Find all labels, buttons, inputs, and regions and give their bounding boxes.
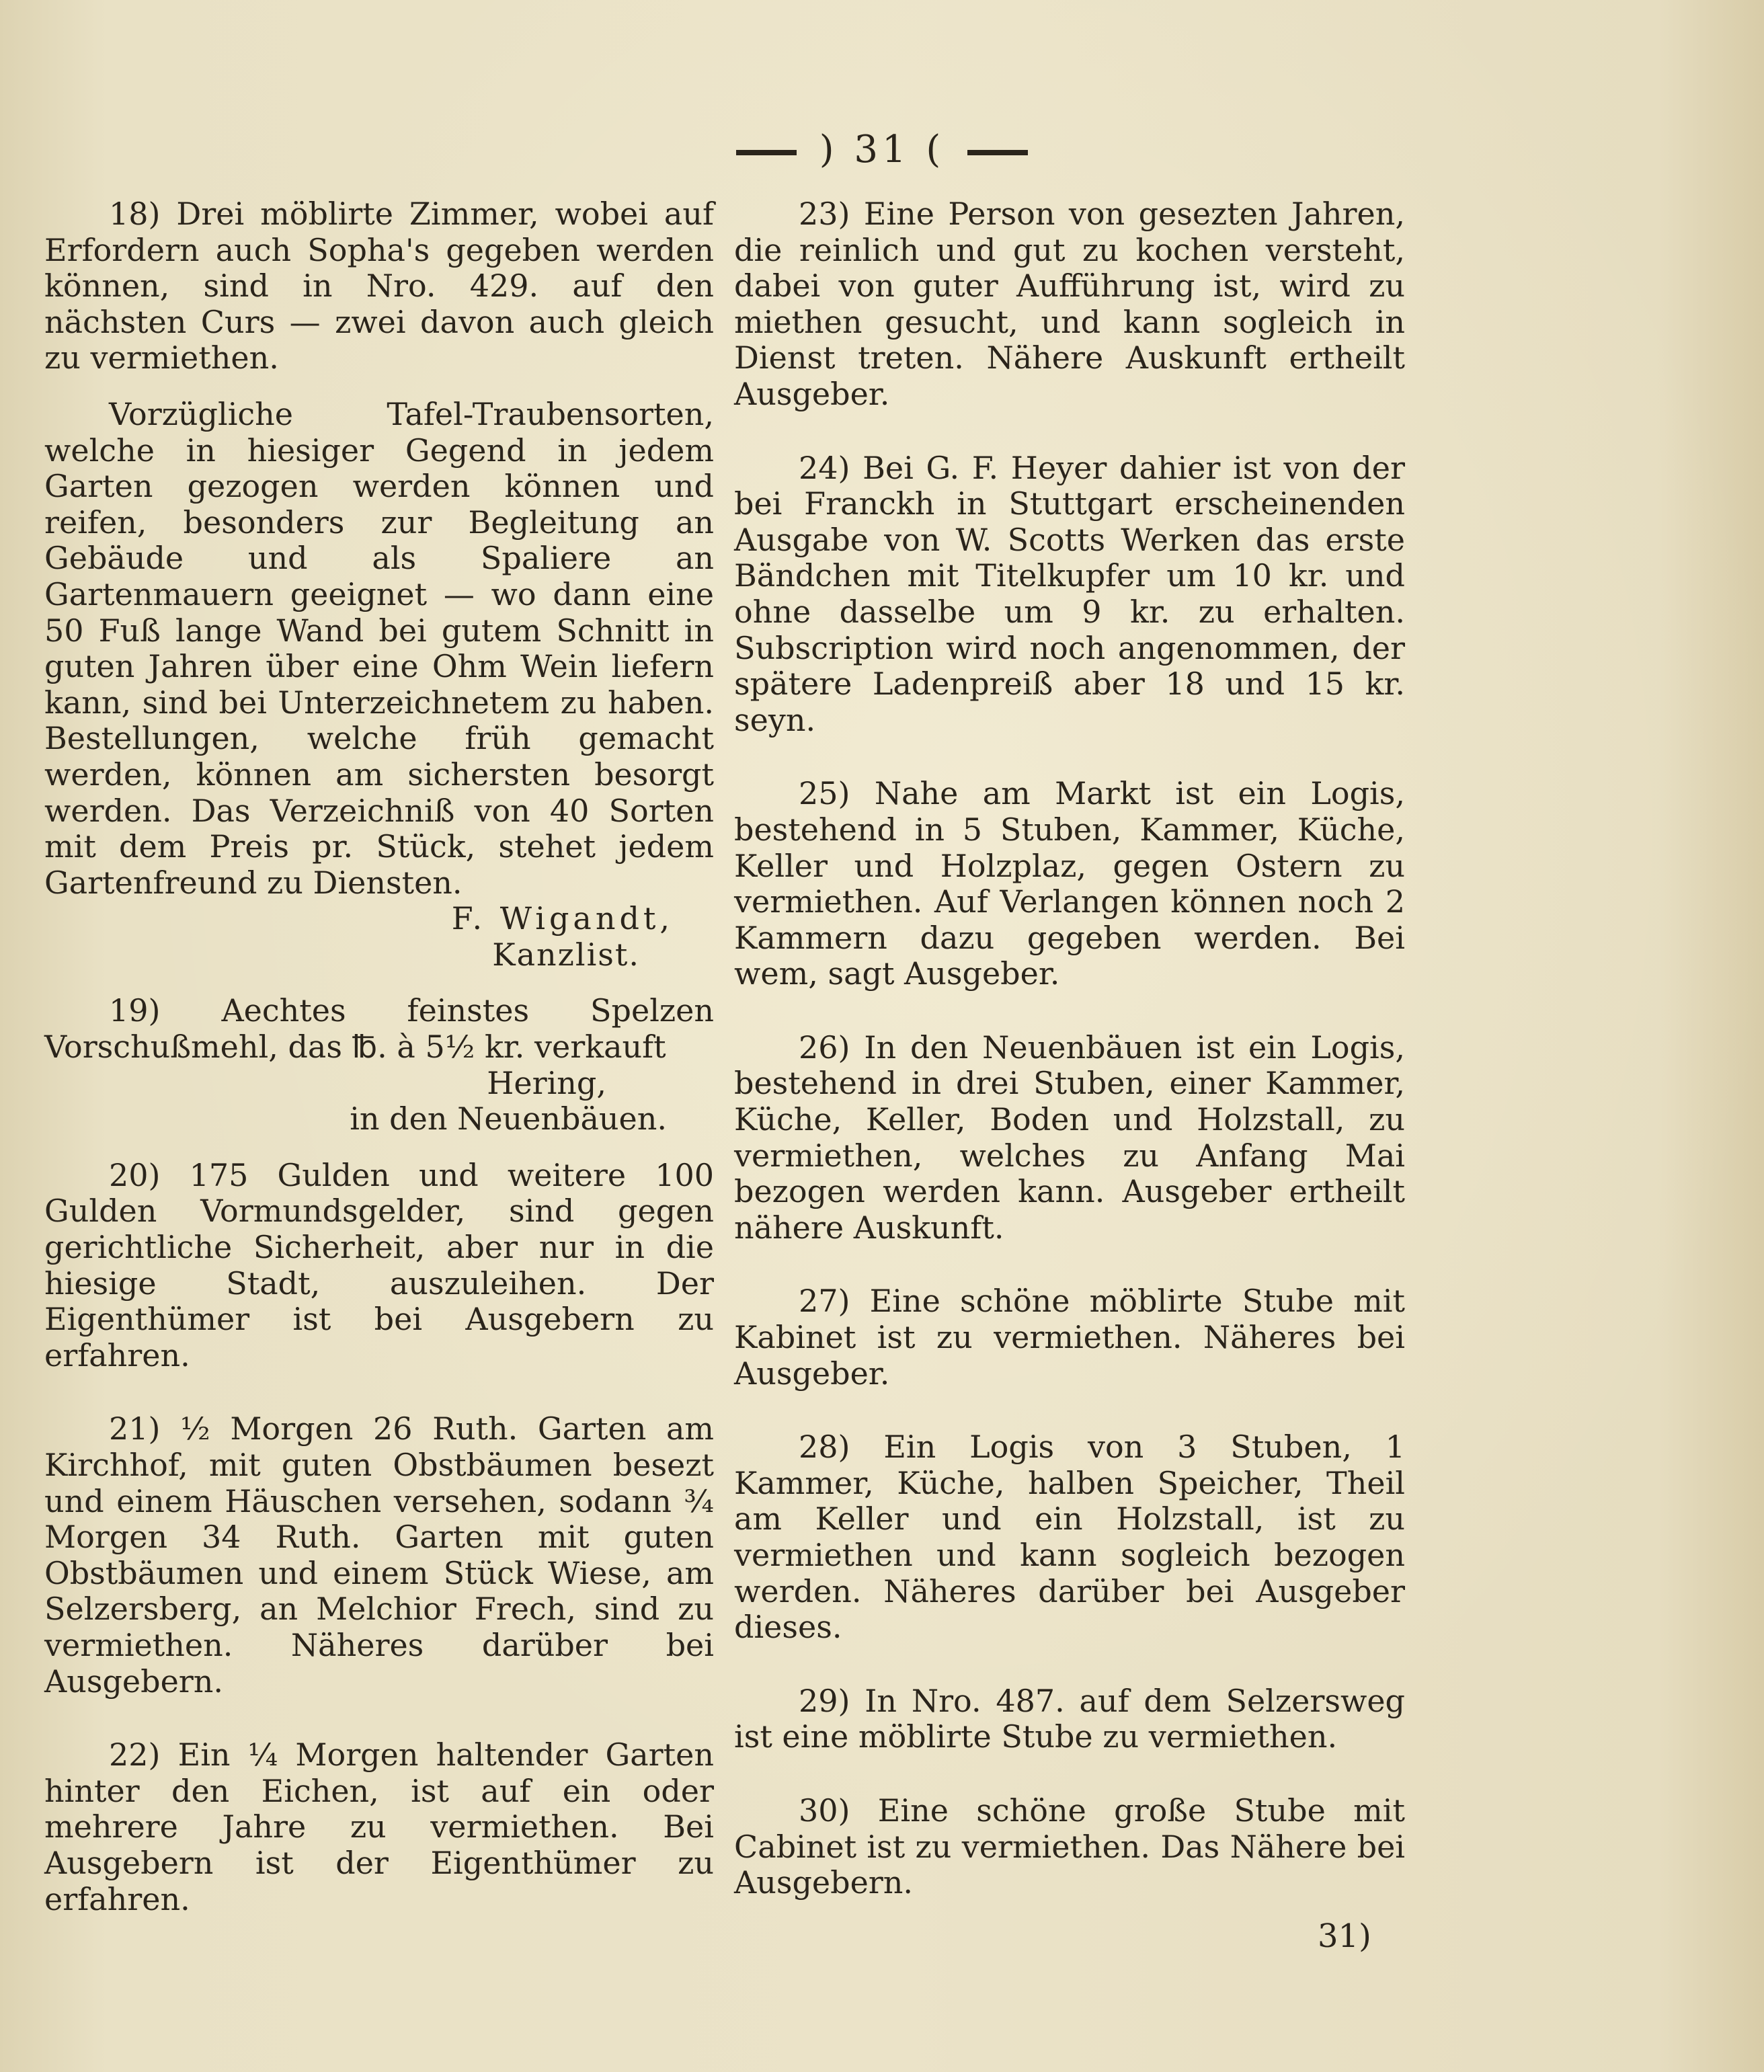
catchword: 31) [1318,1917,1371,1955]
ad-grapes: Vorzügliche Tafel-Traubensorten, welche in hiesiger Gegend in jedem Garten gezogen werden können und reifen, besonders zur Begleitung an Gebäude und als Spaliere an Gartenmauern geeignet — wo dann eine 50 Fuß lange Wand bei gutem Schnitt in guten Jahren über eine Ohm Wein liefern kann, sind bei Unterzeichnetem zu haben. Bestellungen, welche früh gemacht werden, können am sichersten besorgt werden. Das Verzeichniß von 40 Sorten mit dem Preis pr. Stück, stehet jedem Gartenfreund zu Diensten. [44,395,714,901]
ad-30: 30) Eine schöne große Stube mit Cabinet ist zu vermiethen. Das Nähere bei Ausgebern. [734,1792,1405,1901]
ad-28: 28) Ein Logis von 3 Stuben, 1 Kammer, Küche, halben Speicher, Theil am Keller und ein Holzstall, ist zu vermiethen und kann sogleich bezogen werden. Näheres darüber bei Ausgeber dieses. [734,1429,1405,1646]
header-rule-right [967,150,1028,155]
ad-18: 18) Drei möblirte Zimmer, wobei auf Erfordern auch Sopha's gegeben werden können, sind in Nro. 429. auf den nächsten Curs — zwei davon auch gleich zu vermiethen. [44,196,714,376]
ad-27: 27) Eine schöne möblirte Stube mit Kabinet ist zu vermiethen. Näheres bei Ausgeber. [734,1283,1405,1392]
header-rule-left [736,150,797,155]
ad-grapes-role: Kanzlist. [492,936,640,973]
ad-29: 29) In Nro. 487. auf dem Selzersweg ist eine möblirte Stube zu vermiethen. [734,1682,1405,1755]
ad-19-signer: Hering, [487,1064,606,1101]
ad-22: 22) Ein ¼ Morgen haltender Garten hinter den Eichen, ist auf ein oder mehrere Jahre zu vermiethen. Bei Ausgebern ist der Eigenthümer zu erfahren. [44,1737,714,1917]
ad-21: 21) ½ Morgen 26 Ruth. Garten am Kirchhof, mit guten Obstbäumen besezt und einem Häuschen versehen, sodann ¾ Morgen 34 Ruth. Garten mit guten Obstbäumen und einem Stück Wiese, am Selzersberg, an Melchior Frech, sind zu vermiethen. Näheres darüber bei Ausgebern. [44,1410,714,1700]
ad-23: 23) Eine Person von gesezten Jahren, die reinlich und gut zu kochen versteht, dabei von guter Aufführung ist, wird zu miethen gesucht, und kann sogleich in Dienst treten. Nähere Auskunft ertheilt Ausgeber. [734,196,1405,412]
ad-26: 26) In den Neuenbäuen ist ein Logis, bestehend in drei Stuben, einer Kammer, Küche, Keller, Boden und Holzstall, zu vermiethen, welches zu Anfang Mai bezogen werden kann. Ausgeber ertheilt nähere Auskunft. [734,1029,1405,1246]
left-column [44,196,714,1917]
page-number: ) 31 ( [819,128,945,171]
ad-19: 19) Aechtes feinstes Spelzen Vorschußmehl, das ℔. à 5½ kr. verkauft [44,992,714,1066]
right-column [734,196,1405,1901]
ad-24: 24) Bei G. F. Heyer dahier ist von der bei Franckh in Stuttgart erscheinenden Ausgabe von W. Scotts Werken das erste Bändchen mit Titelkupfer um 10 kr. und ohne dasselbe um 9 kr. zu erhalten. Subscription wird noch angenommen, der spätere Ladenpreiß aber 18 und 15 kr. seyn. [734,449,1405,738]
ad-19-address: in den Neuenbäuen. [350,1101,667,1138]
ad-20: 20) 175 Gulden und weitere 100 Gulden Vormundsgelder, sind gegen gerichtliche Sicherheit, aber nur in die hiesige Stadt, auszuleihen. Der Eigenthümer ist bei Ausgebern zu erfahren. [44,1156,714,1373]
ad-grapes-signer: F. Wigandt, [451,900,674,937]
page-header [0,128,1764,171]
ad-25: 25) Nahe am Markt ist ein Logis, bestehend in 5 Stuben, Kammer, Küche, Keller und Holzplaz, gegen Ostern zu vermiethen. Auf Verlangen können noch 2 Kammern dazu gegeben werden. Bei wem, sagt Ausgeber. [734,775,1405,992]
